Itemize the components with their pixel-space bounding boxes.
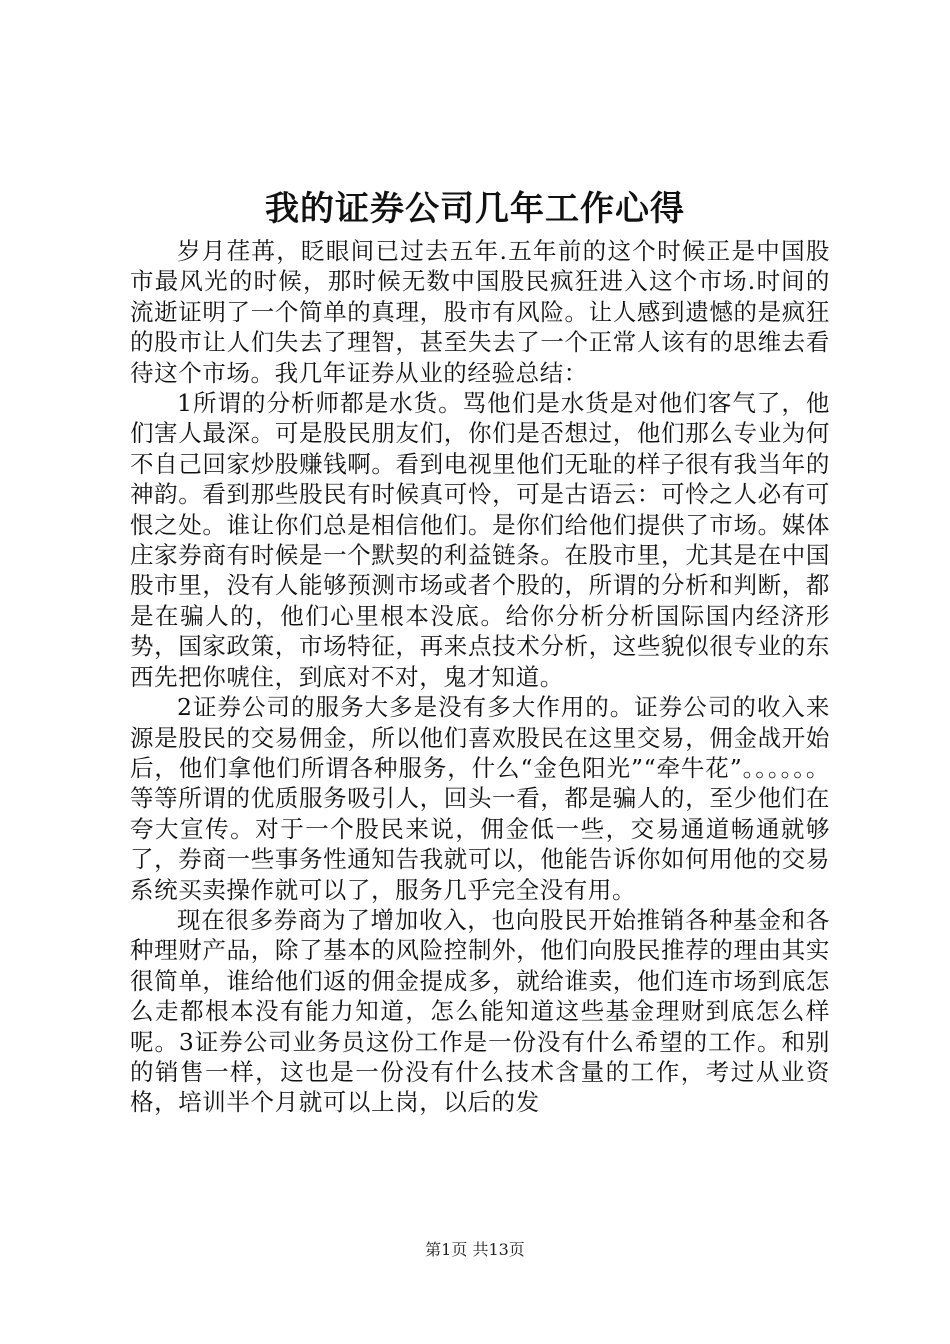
paragraph-products: 现在很多券商为了增加收入，也向股民开始推销各种基金和各种理财产品，除了基本的风险控制外，他们向股民推荐的理由其实很简单，谁给他们返的佣金提成多，就给谁卖，他们连市场到底怎么走都根本没有能力知道，怎么能知道这些基金理财到底怎么样呢。3证券公司业务员这份工作是一份没有什么希望的工作。和别的销售一样，这也是一份没有什么技术含量的工作，考过从业资格，培训半个月就可以上岗，以后的发 <box>130 905 830 1117</box>
paragraph-services: 2证券公司的服务大多是没有多大作用的。证券公司的收入来源是股民的交易佣金，所以他们喜欢股民在这里交易，佣金战开始后，他们拿他们所谓各种服务，什么“金色阳光”“牵牛花”。。。。。。等等所谓的优质服务吸引人，回头一看，都是骗人的，至少他们在夸大宣传。对于一个股民来说，佣金低一些，交易通道畅通就够了，券商一些事务性通知告我就可以，他能告诉你如何用他的交易系统买卖操作就可以了，服务几乎完全没有用。 <box>130 693 830 904</box>
document-title: 我的证券公司几年工作心得 <box>265 189 685 229</box>
paragraph-analysts: 1所谓的分析师都是水货。骂他们是水货是对他们客气了，他们害人最深。可是股民朋友们，你们是否想过，他们那么专业为何不自己回家炒股赚钱啊。看到电视里他们无耻的样子很有我当年的神韵。看到那些股民有时候真可怜，可是古语云：可怜之人必有可恨之处。谁让你们总是相信他们。是你们给他们提供了市场。媒体庄家券商有时候是一个默契的利益链条。在股市里，尤其是在中国股市里，没有人能够预测市场或者个股的，所谓的分析和判断，都是在骗人的，他们心里根本没底。给你分析分析国际国内经济形势，国家政策，市场特征，再来点技术分析，这些貌似很专业的东西先把你唬住，到底对不对，鬼才知道。 <box>130 389 830 691</box>
page-footer: 第1页 共13页 <box>425 1240 525 1259</box>
document-body <box>130 236 830 1118</box>
paragraph-intro: 岁月荏苒，眨眼间已过去五年.五年前的这个时候正是中国股市最风光的时候，那时候无数中国股民疯狂进入这个市场.时间的流逝证明了一个简单的真理，股市有风险。让人感到遗憾的是疯狂的股市让人们失去了理智，甚至失去了一个正常人该有的思维去看待这个市场。我几年证券从业的经验总结： <box>130 237 830 387</box>
